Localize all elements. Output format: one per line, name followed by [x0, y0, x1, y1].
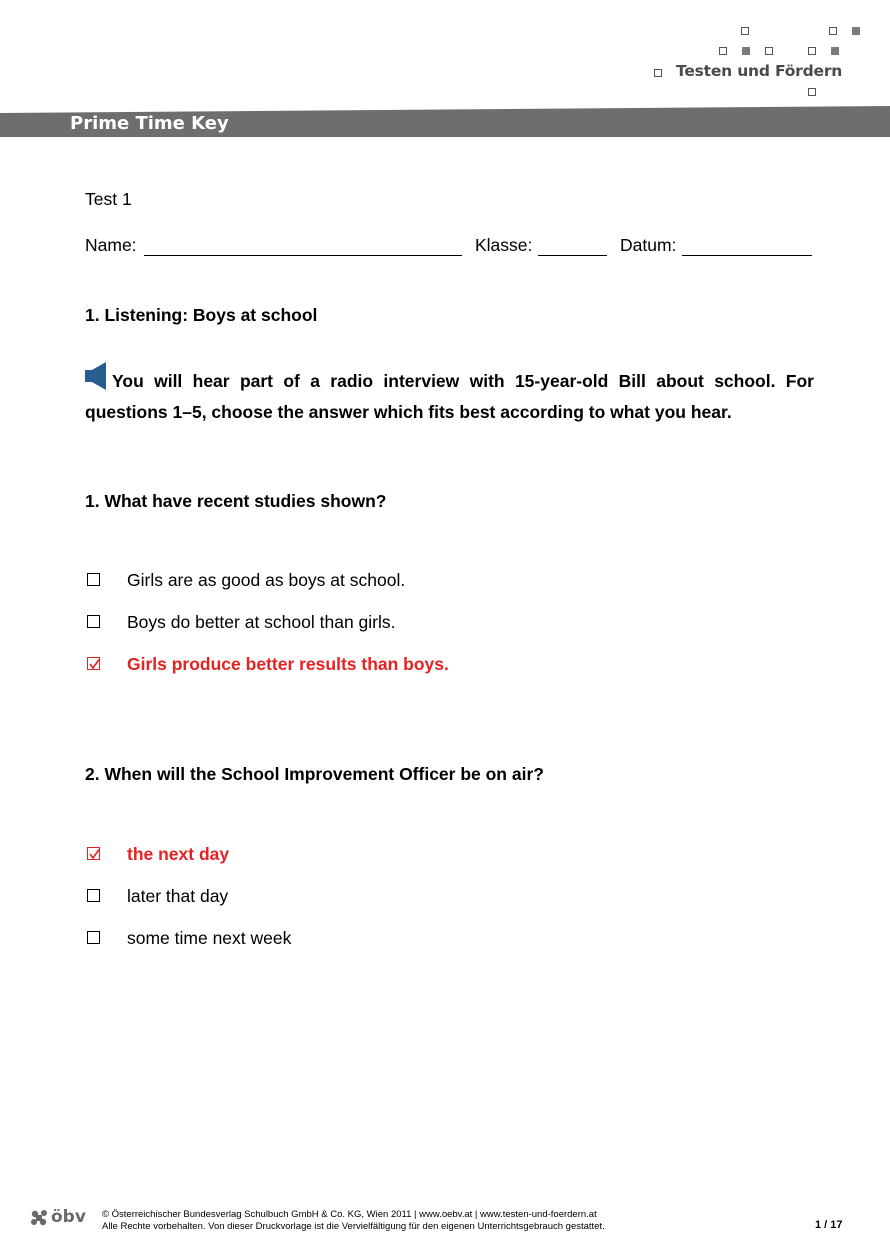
logo-square [765, 47, 773, 55]
question-2-text: 2. When will the School Improvement Officer be on air? [85, 764, 544, 784]
q1-option-3-label: Girls produce better results than boys. [127, 654, 449, 674]
question-1-text: 1. What have recent studies shown? [85, 491, 387, 511]
q2-option-3-label: some time next week [127, 928, 292, 948]
checkbox-q1-option-3-checked[interactable] [87, 657, 100, 670]
test-label: Test 1 [85, 189, 132, 209]
footer-logo-text: öbv [51, 1207, 86, 1227]
oebv-logo-icon [30, 1209, 50, 1227]
section-heading: 1. Listening: Boys at school [85, 305, 318, 325]
logo-square [831, 47, 839, 55]
class-label: Klasse: [475, 235, 533, 255]
footer-copyright: © Österreichischer Bundesverlag Schulbuch GmbH & Co. KG, Wien 2011 | www.oebv.at | www.testen-und-foerdern.at [102, 1209, 597, 1220]
logo-square [654, 69, 662, 77]
name-field[interactable] [144, 255, 462, 256]
checkbox-q2-option-1-checked[interactable] [87, 847, 100, 860]
name-label: Name: [85, 235, 137, 255]
checkbox-q1-option-1[interactable] [87, 573, 100, 586]
checkmark-icon [88, 848, 101, 861]
logo-square [852, 27, 860, 35]
class-field[interactable] [538, 255, 607, 256]
q2-option-1-label: the next day [127, 844, 230, 864]
date-label: Datum: [620, 235, 677, 255]
page-number: 1 / 17 [815, 1219, 843, 1231]
q1-option-1-label: Girls are as good as boys at school. [127, 570, 406, 590]
logo-square [719, 47, 727, 55]
footer-rights: Alle Rechte vorbehalten. Von dieser Druckvorlage ist die Vervielfältigung für den eigenen Unterrichtsgebrauch gestattet. [102, 1221, 605, 1232]
logo-square [742, 47, 750, 55]
date-field[interactable] [682, 255, 812, 256]
banner-title: Prime Time Key [70, 113, 229, 134]
logo-square [829, 27, 837, 35]
logo-square [808, 47, 816, 55]
checkbox-q2-option-2[interactable] [87, 889, 100, 902]
checkmark-icon [88, 658, 101, 671]
q2-option-2-label: later that day [127, 886, 229, 906]
logo-square [808, 88, 816, 96]
logo-square [741, 27, 749, 35]
checkbox-q1-option-2[interactable] [87, 615, 100, 628]
checkbox-q2-option-3[interactable] [87, 931, 100, 944]
logo-text: Testen und Fördern [676, 62, 843, 80]
section-instruction: You will hear part of a radio interview with 15-year-old Bill about school. For questions 1–5, choose the answer which fits best according to what you hear. [85, 371, 814, 422]
q1-option-2-label: Boys do better at school than girls. [127, 612, 396, 632]
